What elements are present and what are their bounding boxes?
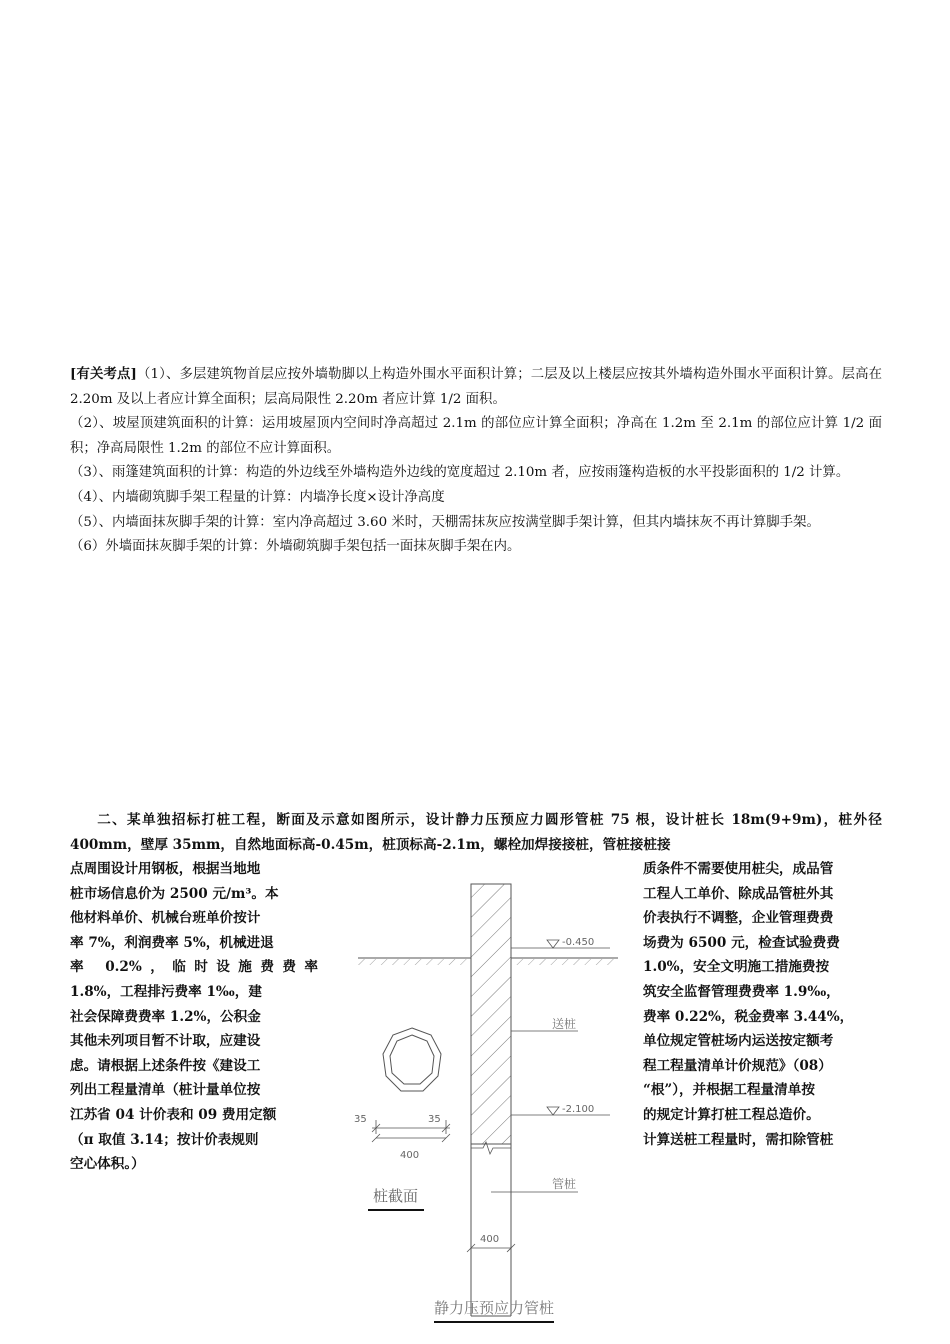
- left-line: 江苏省 04 计价表和 09 费用定额: [70, 1106, 277, 1123]
- pile-diameter-dimension: [467, 1234, 515, 1252]
- elevation-pile-top: [511, 1104, 610, 1115]
- exam-point-1: [有关考点]（1）、多层建筑物首层应按外墙勒脚以上构造外围水平面积计算；二层及以上楼层应按其外墙构造外围水平面积计算。层高在 2.20m 及以上者应计算全面积；层高局限性 2.20m 者应计算 1/2 面积。: [70, 366, 883, 407]
- wall-thickness-right: 35: [428, 1114, 441, 1125]
- right-line: 的规定计算打桩工程总造价。: [643, 1106, 820, 1123]
- problem-text-right: [643, 857, 883, 1152]
- exam-point-2: （2）、坡屋顶建筑面积的计算：运用坡屋顶内空间时净高超过 2.1m 的部位应计算全面积；净高在 1.2m 至 2.1m 的部位应计算 1/2 面积；净高局限性 1.2m 的部位不应计算面积。: [70, 416, 882, 456]
- exam-points-section: [70, 362, 882, 560]
- left-line: 率 0.2%，临时设施费费率: [70, 959, 318, 976]
- elevation-ground: [511, 937, 610, 948]
- problem-intro-text: 二、某单独招标打桩工程，断面及示意如图所示，设计静力压预应力圆形管桩 75 根，设计桩长 18m(9+9m)，桩外径 400mm，壁厚 35mm，自然地面标高-0.45m，桩顶标高-2.1m，螺栓加焊接接桩，管桩接桩接: [70, 812, 882, 853]
- right-line: 场费为 6500 元，检查试验费费: [643, 934, 840, 951]
- left-line: 点周围设计用钢板，根据当地地: [70, 861, 261, 877]
- problem-text-left: [70, 857, 318, 1177]
- exam-point-6: （6）外墙面抹灰脚手架的计算：外墙砌筑脚手架包括一面抹灰脚手架在内。: [70, 539, 521, 555]
- left-line: 率 7%，利润费率 5%，机械进退: [70, 934, 274, 951]
- wall-thickness-left: 35: [354, 1114, 367, 1125]
- pipe-pile-label: 管桩: [552, 1177, 577, 1191]
- section-caption: 桩截面: [373, 1187, 419, 1205]
- left-line: 其他未列项目暂不计取，应建设: [70, 1033, 261, 1050]
- elevation-pile-top-text: -2.100: [562, 1104, 595, 1115]
- send-pile-leader: [511, 1016, 578, 1031]
- right-line: 质条件不需要使用桩尖，成品管: [643, 861, 834, 877]
- elevation-ground-text: -0.450: [562, 937, 595, 948]
- pile-cross-section: [354, 1028, 450, 1161]
- right-line: 筑安全监督管理费费率 1.9‰，: [643, 983, 840, 1000]
- problem-intro: [70, 808, 882, 857]
- left-line: 空心体积。）: [70, 1156, 145, 1173]
- right-line: 程工程量清单计价规范》（08）: [643, 1057, 832, 1074]
- exam-point-4: （4）、内墙砌筑脚手架工程量的计算：内墙净长度×设计净高度: [70, 489, 445, 505]
- pile-diagram: [340, 870, 640, 1340]
- main-caption: 静力压预应力管桩: [434, 1299, 555, 1317]
- right-line: 价表执行不调整，企业管理费费: [643, 910, 834, 927]
- right-line: 单位规定管桩场内运送按定额考: [643, 1033, 834, 1050]
- left-line: 列出工程量清单（桩计量单位按: [70, 1082, 261, 1099]
- left-line: 桩市场信息价为 2500 元/m³。本: [70, 885, 279, 902]
- pipe-pile: [471, 1142, 511, 1316]
- right-line: “根”），并根据工程量清单按: [643, 1082, 815, 1099]
- section-diameter-text: 400: [400, 1150, 420, 1161]
- exam-point-5: （5）、内墙面抹灰脚手架的计算：室内净高超过 3.60 米时，天棚需抹灰应按满堂脚手架计算，但其内墙抹灰不再计算脚手架。: [70, 514, 820, 530]
- pile-diameter-text: 400: [480, 1234, 500, 1245]
- right-line: 工程人工单价、除成品管桩外其: [643, 885, 834, 902]
- exam-points-heading: [有关考点]: [70, 366, 137, 382]
- left-line: （π 取值 3.14；按计价表规则: [70, 1131, 259, 1148]
- left-line: 社会保障费费率 1.2%，公积金: [70, 1008, 261, 1025]
- right-line: 计算送桩工程量时，需扣除管桩: [643, 1131, 834, 1148]
- pipe-pile-leader: [491, 1176, 578, 1192]
- left-line: 他材料单价、机械台班单价按计: [70, 910, 261, 927]
- exam-point-3: （3）、雨篷建筑面积的计算：构造的外边线至外墙构造外边线的宽度超过 2.10m 者，应按雨篷构造板的水平投影面积的 1/2 计算。: [70, 465, 850, 481]
- right-line: 费率 0.22%，税金费率 3.44%，: [643, 1008, 854, 1025]
- right-line: 1.0%，安全文明施工措施费按: [643, 959, 830, 976]
- send-pile-label: 送桩: [552, 1017, 577, 1031]
- send-pile: [471, 884, 511, 1144]
- left-line: 1.8%，工程排污费率 1‰，建: [70, 983, 262, 1000]
- pile-diagram-svg: [340, 870, 640, 1340]
- left-line: 虑。请根据上述条件按《建设工: [70, 1057, 261, 1074]
